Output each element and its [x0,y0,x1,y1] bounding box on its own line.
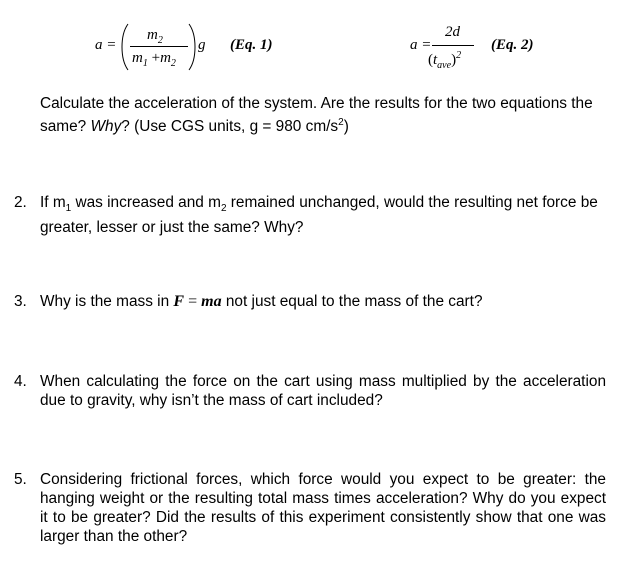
question-4: 4. When calculating the force on the cart using mass multiplied by the acceleration due to gravity, why isn’t the mass of cart included? [14,373,606,409]
question-number: 3. [14,293,27,310]
question-3: 3. Why is the mass in F = ma not just equal to the mass of the cart? [14,293,483,310]
eq2-lhs: a = [410,37,432,53]
eq2-numerator: 2d [445,24,460,40]
question-2: 2. If $m_1$ was increased and $m_2$ remained unchanged, would the resulting net force be greater, lesser or just the same? Why? [14,194,598,237]
eq2-label: (Eq. 2) [491,37,534,53]
formula-f: F [173,293,185,310]
eq1-g: g [198,37,206,53]
question-5: 5. Considering frictional forces, which force would you expect to be greater: the hanging weight or the resulting total mass times acceleration? Why do you expect it to be greater? Did the results of this experiment consistently show that one was larger than the other? [14,471,606,545]
question-number: 5. [14,471,27,488]
formula-ma: ma [201,293,222,310]
eq2-denominator: $(t_{ave})^2$ [428,50,462,71]
eq1-label: (Eq. 1) [230,37,273,53]
instruction-paragraph: Calculate the acceleration of the system. Are the results for the two equations the same? Why? (Use CGS units, g = 980 $cm/s^2$) [40,95,593,136]
eq1-lhs: a = [95,37,117,53]
eq1-fraction-bar [130,46,188,47]
eq1-left-paren [118,23,130,71]
question-number: 4. [14,373,27,390]
eq1-denominator: $m_1 +m_2$ [132,50,176,69]
question-number: 2. [14,194,27,211]
eq2-fraction-bar [432,45,474,46]
eq1-numerator: $m_2$ [147,27,163,46]
